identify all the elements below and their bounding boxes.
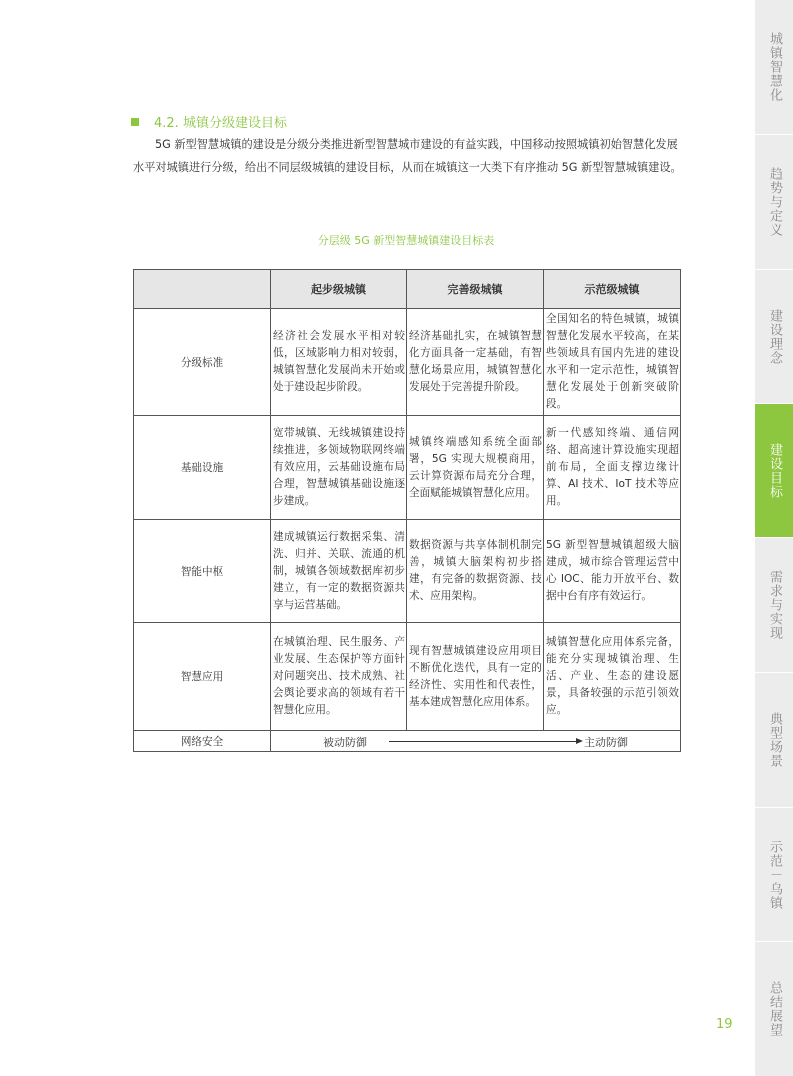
nav-item-label: 趋势与定义	[767, 167, 782, 237]
table-header-corner	[134, 270, 271, 309]
section-heading	[131, 112, 287, 131]
table-cell: 新一代感知终端、通信网络、超高速计算设施实现超前布局，全面支撑边缘计算、AI 技术、IoT 技术等应用。	[544, 416, 681, 520]
table-cell: 现有智慧城镇建设应用项目不断优化迭代，具有一定的经济性、实用性和代表性，基本建成智慧化应用体系。	[407, 623, 544, 731]
table-caption: 分层级 5G 新型智慧城镇建设目标表	[317, 234, 495, 247]
table-cell: 建成城镇运行数据采集、清洗、归并、关联、流通的机制，城镇各领域数据库初步建立，有一定的数据资源共享与运营基础。	[271, 520, 407, 623]
row-label: 网络安全	[134, 731, 271, 752]
nav-item-demand-realization[interactable]	[755, 538, 793, 673]
table-cell: 经济基础扎实，在城镇智慧化方面具备一定基础，有智慧化场景应用，城镇智慧化发展处于完善提升阶段。	[407, 309, 544, 416]
table-row	[134, 309, 681, 416]
network-security-row	[134, 731, 681, 752]
table-cell: 全国知名的特色城镇，城镇智慧化发展水平较高，在某些领域具有国内先进的建设水平和一定示范性，城镇智慧化发展处于创新突破阶段。	[544, 309, 681, 416]
nav-item-label: 建设理念	[767, 308, 782, 365]
table-cell: 宽带城镇、无线城镇建设持续推进，多领域物联网终端有效应用，云基础设施布局合理，智慧城镇基础设施逐步建成。	[271, 416, 407, 520]
nav-item-urban-intelligence[interactable]	[755, 0, 793, 135]
nav-item-construction-goals[interactable]	[755, 404, 793, 538]
square-bullet-icon	[131, 118, 139, 126]
nav-item-typical-scenarios[interactable]	[755, 673, 793, 808]
network-security-cell	[271, 731, 681, 752]
paragraph-text: 5G 新型智慧城镇的建设是分级分类推进新型智慧城市建设的有益实践，中国移动按照城镇初始智慧化发展水平对城镇进行分级，给出不同层级城镇的建设目标，从而在城镇这一大类下有序推动 5G 新型智慧城镇建设。	[133, 138, 682, 174]
passive-defense-label: 被动防御	[323, 736, 367, 749]
table-cell: 数据资源与共享体制机制完善，城镇大脑架构初步搭建，有完备的数据资源、技术、应用架构。	[407, 520, 544, 623]
nav-item-demo-wuzhen[interactable]	[755, 808, 793, 942]
nav-item-label: 城镇智慧化	[767, 32, 782, 102]
goals-table	[133, 269, 681, 752]
table-cell: 城镇智慧化应用体系完备，能充分实现城镇治理、生活、产业、生态的建设愿景，具备较强的示范引领效应。	[544, 623, 681, 731]
table-header-improved: 完善级城镇	[407, 270, 544, 309]
table-row	[134, 623, 681, 731]
nav-item-label: 需求与实现	[767, 570, 782, 640]
row-label: 基础设施	[134, 416, 271, 520]
nav-item-label: 建设目标	[767, 442, 782, 499]
nav-item-construction-concept[interactable]	[755, 270, 793, 404]
table-header-demonstration: 示范级城镇	[544, 270, 681, 309]
side-navigation	[755, 0, 793, 1076]
active-defense-label: 主动防御	[584, 736, 628, 749]
row-label: 智能中枢	[134, 520, 271, 623]
nav-item-summary-outlook[interactable]	[755, 942, 793, 1076]
table-row	[134, 416, 681, 520]
table-header-row	[134, 270, 681, 309]
nav-item-label: 总结展望	[767, 981, 782, 1037]
nav-item-label: 示范－乌镇	[767, 839, 782, 910]
section-paragraph	[133, 133, 683, 179]
row-label: 分级标准	[134, 309, 271, 416]
table-cell: 在城镇治理、民生服务、产业发展、生态保护等方面针对问题突出、技术成熟、社会舆论要求高的领域有若干智慧化应用。	[271, 623, 407, 731]
table-header-starter: 起步级城镇	[271, 270, 407, 309]
table-cell: 城镇终端感知系统全面部署，5G 实现大规模商用，云计算资源布局充分合理，全面赋能城镇智慧化应用。	[407, 416, 544, 520]
table-cell: 经济社会发展水平相对较低，区域影响力相对较弱，城镇智慧化发展尚未开始或处于建设起步阶段。	[271, 309, 407, 416]
table-cell: 5G 新型智慧城镇超级大脑建成，城市综合管理运营中心 IOC、能力开放平台、数据中台有序有效运行。	[544, 520, 681, 623]
row-label: 智慧应用	[134, 623, 271, 731]
section-title: 4.2. 城镇分级建设目标	[154, 116, 287, 131]
table-row	[134, 520, 681, 623]
nav-item-trends-definition[interactable]	[755, 135, 793, 270]
arrow-right-icon	[389, 741, 581, 742]
nav-item-label: 典型场景	[767, 712, 782, 768]
page-number: 19	[716, 1017, 733, 1032]
